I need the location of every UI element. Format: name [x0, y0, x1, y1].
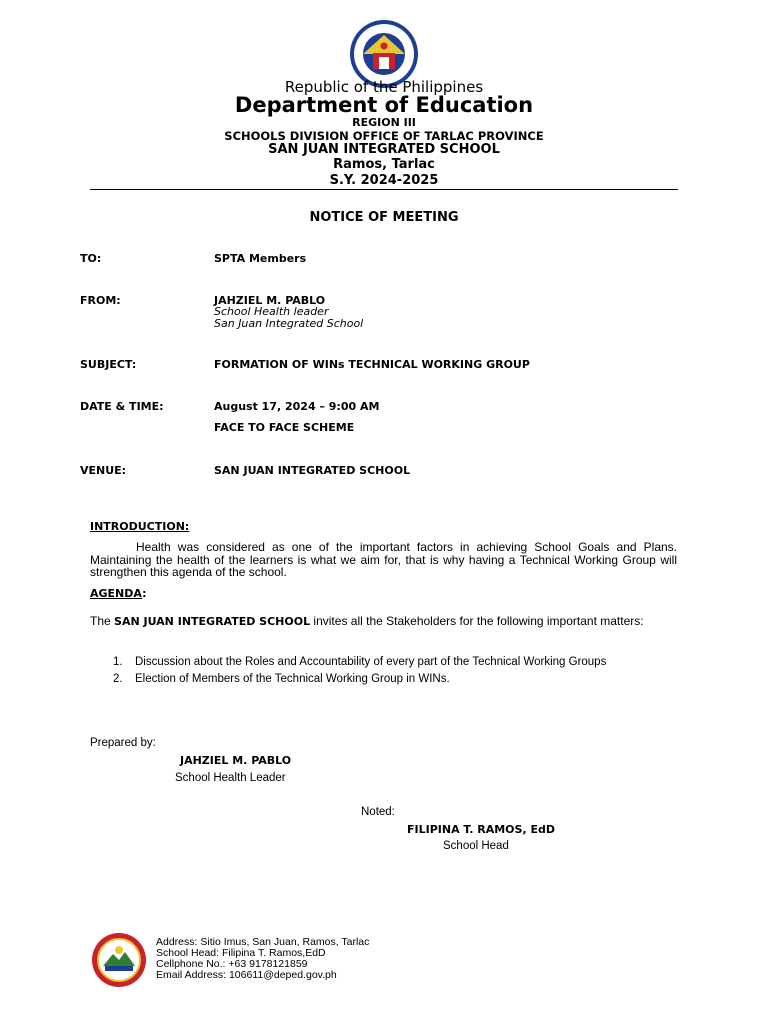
from-school: San Juan Integrated School: [214, 317, 364, 330]
prepared-by-position: School Health Leader: [175, 772, 286, 784]
footer-address: Address: Sitio Imus, San Juan, Ramos, Tarlac: [156, 936, 370, 948]
page-title: NOTICE OF MEETING: [309, 210, 459, 225]
school-year: S.Y. 2024-2025: [329, 173, 439, 188]
agenda-heading: AGENDA:: [90, 587, 147, 600]
footer-cellphone: Cellphone No.: +63 9178121859: [156, 958, 308, 970]
header-divider: [90, 189, 678, 190]
from-label: FROM:: [80, 294, 121, 307]
region-heading: REGION III: [352, 116, 416, 129]
agenda-item-1: 1. Discussion about the Roles and Accountability of every part of the Technical Working Groups: [113, 656, 607, 668]
to-value: SPTA Members: [214, 252, 307, 265]
school-heading: SAN JUAN INTEGRATED SCHOOL: [268, 142, 500, 157]
noted-position: School Head: [443, 840, 509, 852]
noted-label: Noted:: [361, 806, 395, 818]
meeting-scheme: FACE TO FACE SCHEME: [214, 421, 355, 434]
datetime-value: August 17, 2024 – 9:00 AM: [214, 400, 380, 413]
noted-name: FILIPINA T. RAMOS, EdD: [407, 823, 555, 836]
division-heading: SCHOOLS DIVISION OFFICE OF TARLAC PROVINCE: [224, 129, 544, 143]
venue-value: SAN JUAN INTEGRATED SCHOOL: [214, 464, 411, 477]
town-heading: Ramos, Tarlac: [333, 157, 435, 172]
venue-label: VENUE:: [80, 464, 127, 477]
datetime-label: DATE & TIME:: [80, 400, 164, 413]
agenda-intro: The SAN JUAN INTEGRATED SCHOOL invites all the Stakeholders for the following important matters:: [90, 614, 644, 628]
from-position: School Health leader: [214, 305, 329, 318]
subject-value: FORMATION OF WINs TECHNICAL WORKING GROUP: [214, 358, 530, 371]
footer-contact: [156, 937, 369, 981]
subject-label: SUBJECT:: [80, 358, 137, 371]
department-heading: Department of Education: [234, 93, 534, 117]
introduction-text: Health was considered as one of the important factors in achieving School Goals and Plans. Maintaining the health of the learners is what we aim for, that is why having a Technical Working Group will strengthen this agenda of the school.: [90, 540, 677, 579]
footer-email: Email Address: 106611@deped.gov.ph: [156, 969, 337, 981]
prepared-by-name: JAHZIEL M. PABLO: [180, 754, 292, 767]
prepared-by-label: Prepared by:: [90, 737, 156, 749]
republic-heading: Republic of the Philippines: [284, 78, 484, 96]
school-logo: [91, 932, 147, 988]
agenda-item-2: 2. Election of Members of the Technical Working Group in WINs.: [113, 673, 450, 685]
introduction-heading: INTRODUCTION:: [90, 520, 190, 533]
from-name: JAHZIEL M. PABLO: [214, 294, 326, 307]
to-label: TO:: [80, 252, 102, 265]
footer-school-head: School Head: Filipina T. Ramos,EdD: [156, 947, 326, 959]
